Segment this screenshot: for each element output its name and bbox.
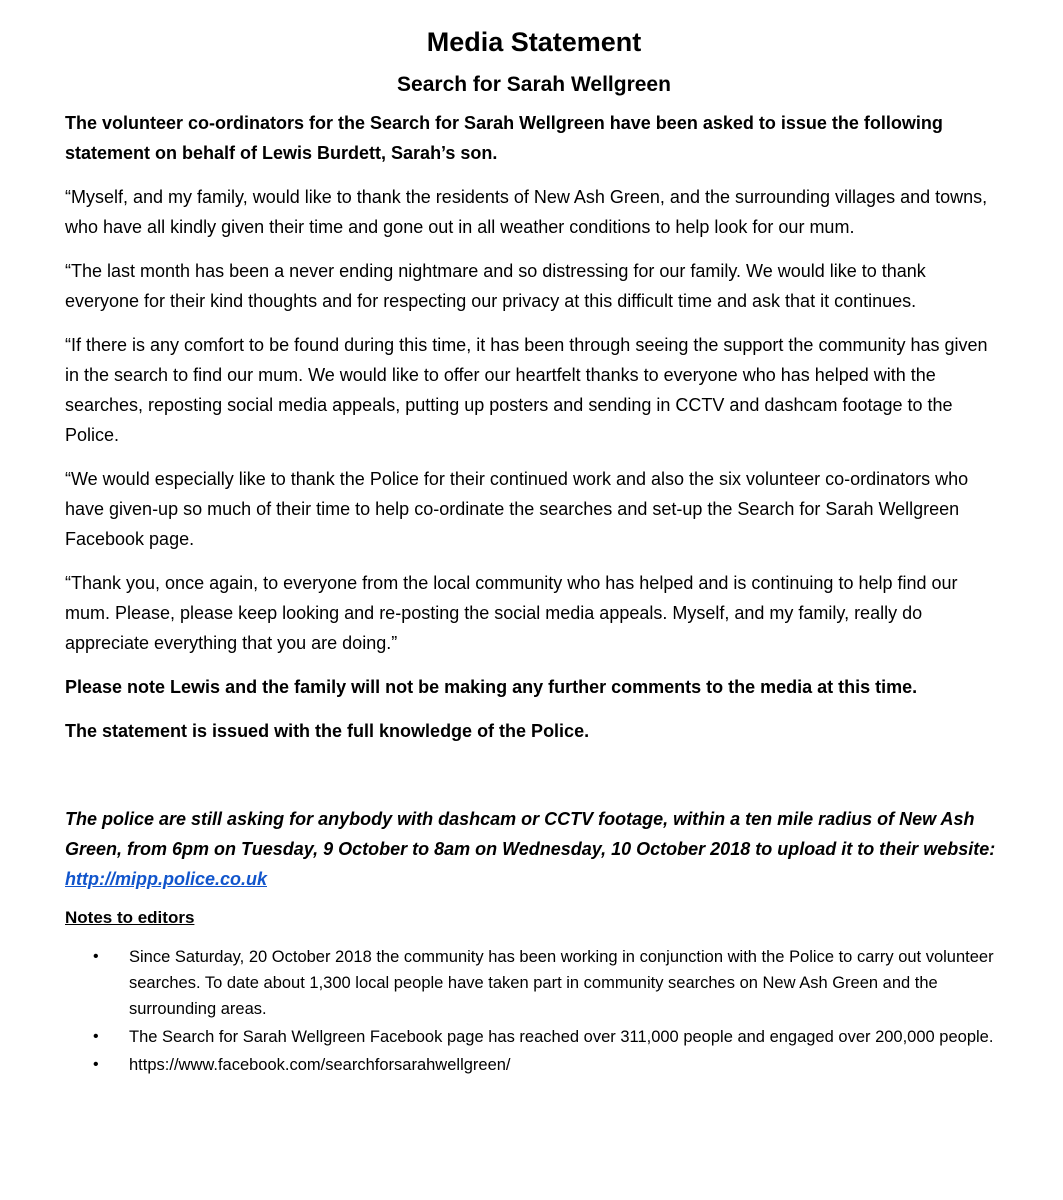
document-subtitle: Search for Sarah Wellgreen — [397, 73, 671, 96]
bullet-icon: • — [93, 948, 99, 965]
police-appeal-text: The police are still asking for anybody with dashcam or CCTV footage, within a ten mile radius of New Ash Green, from 6pm on Tuesday, 9 October to 8am on Wednesday, 10 October 2018 to upload it to their website: — [65, 809, 996, 859]
statement-paragraph-1: “Myself, and my family, would like to thank the residents of New Ash Green, and the surrounding villages and towns, who have all kindly given their time and gone out in all weather conditions to help look for our mum. — [65, 187, 988, 237]
bullet-icon: • — [93, 1028, 99, 1045]
notes-list — [65, 944, 1003, 1078]
list-item — [65, 944, 1003, 1022]
note-text: Since Saturday, 20 October 2018 the community has been working in conjunction with the Police to carry out volunteer searches. To date about 1,300 local people have taken part in community searches on New Ash Green and the surrounding areas. — [129, 948, 994, 1018]
statement-paragraph-5: “Thank you, once again, to everyone from the local community who has helped and is continuing to help find our mum. Please, please keep looking and re-posting the social media appeals. Myself, and my family, really do appreciate everything that you are doing.” — [65, 573, 958, 653]
statement-paragraph-4: “We would especially like to thank the Police for their continued work and also the six volunteer co-ordinators who have given-up so much of their time to help co-ordinate the searches and set-up the Search for Sarah Wellgreen Facebook page. — [65, 469, 969, 549]
note-text: The Search for Sarah Wellgreen Facebook page has reached over 311,000 people and engaged over 200,000 people. — [129, 1028, 994, 1046]
facebook-page-url: https://www.facebook.com/searchforsarahwellgreen/ — [129, 1056, 511, 1074]
police-website-link[interactable]: http://mipp.police.co.uk — [65, 869, 267, 889]
no-further-comments-note: Please note Lewis and the family will not be making any further comments to the media at this time. — [65, 677, 918, 697]
list-item — [65, 1052, 1003, 1078]
bullet-icon: • — [93, 1056, 99, 1073]
police-appeal-paragraph — [65, 804, 1003, 894]
police-knowledge-note: The statement is issued with the full knowledge of the Police. — [65, 721, 590, 741]
notes-to-editors-heading: Notes to editors — [65, 908, 195, 927]
intro-paragraph: The volunteer co-ordinators for the Search for Sarah Wellgreen have been asked to issue the following statement on behalf of Lewis Burdett, Sarah’s son. — [65, 113, 943, 163]
list-item — [65, 1024, 1003, 1050]
statement-paragraph-2: “The last month has been a never ending nightmare and so distressing for our family. We would like to thank everyone for their kind thoughts and for respecting our privacy at this difficult time and ask that it continues. — [65, 261, 926, 311]
statement-paragraph-3: “If there is any comfort to be found during this time, it has been through seeing the support the community has given in the search to find our mum. We would like to offer our heartfelt thanks to everyone who has helped with the searches, reposting social media appeals, putting up posters and sending in CCTV and dashcam footage to the Police. — [65, 335, 988, 445]
document-title: Media Statement — [426, 27, 642, 57]
